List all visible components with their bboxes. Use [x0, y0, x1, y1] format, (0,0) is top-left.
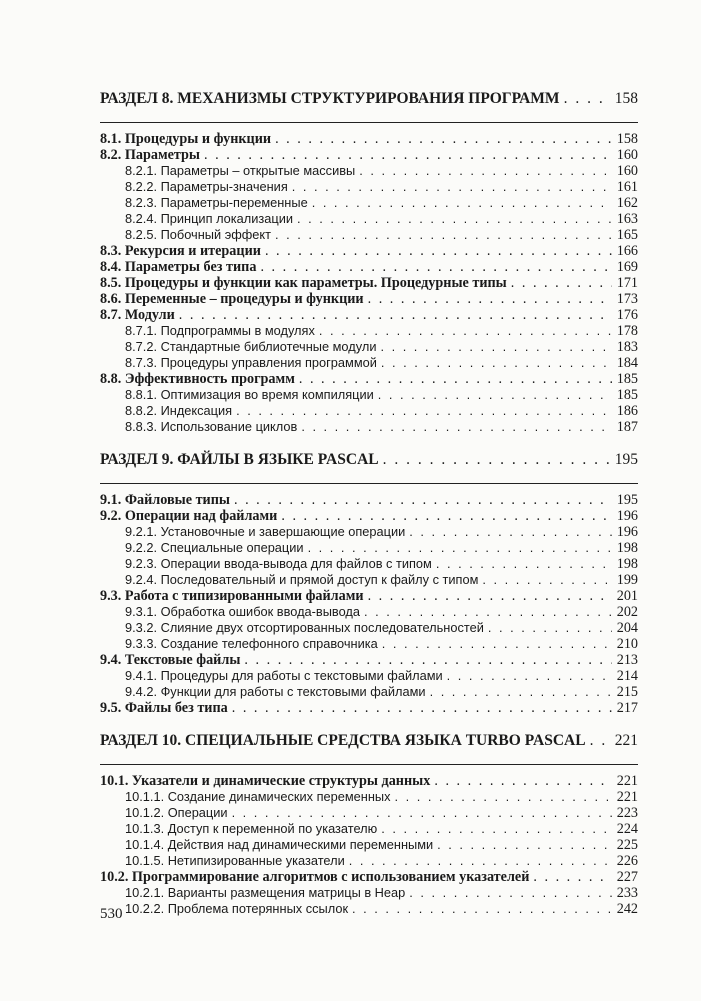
toc-entry[interactable] [100, 652, 638, 668]
dot-leader [381, 355, 612, 371]
toc-subentry-page: 226 [616, 853, 638, 869]
toc-entry-page: 201 [616, 588, 638, 604]
section-gap [100, 716, 638, 730]
toc-entry[interactable] [100, 147, 638, 163]
toc-subentry-text: 8.8.1. Оптимизация во время компиляции [125, 387, 374, 402]
section-heading [100, 88, 638, 123]
dot-leader [511, 275, 612, 291]
section-title[interactable] [100, 449, 638, 471]
section-heading [100, 730, 638, 765]
dot-leader [383, 449, 611, 471]
toc-subentry[interactable] [100, 339, 638, 355]
toc-entry-text: 8.5. Процедуры и функции как параметры. Процедурные типы [100, 275, 507, 291]
toc-entry-page: 227 [616, 869, 638, 885]
toc-subentry-page: 242 [616, 901, 638, 917]
dot-leader [368, 588, 612, 604]
toc-subentry-page: 224 [616, 821, 638, 837]
dot-leader [564, 88, 611, 110]
dot-leader [482, 572, 612, 588]
toc-entry-text: 8.6. Переменные – процедуры и функции [100, 291, 364, 307]
toc-subentry-text: 9.2.3. Операции ввода-вывода для файлов с типом [125, 556, 432, 571]
toc-subentry-page: 221 [616, 789, 638, 805]
dot-leader [301, 419, 612, 435]
toc-entry-page: 196 [616, 508, 638, 524]
toc-entry[interactable] [100, 291, 638, 307]
toc-subentry-page: 214 [616, 668, 638, 684]
toc-entry-page: 169 [616, 259, 638, 275]
toc-subentry[interactable] [100, 620, 638, 636]
toc-subentry[interactable] [100, 572, 638, 588]
toc-subentry[interactable] [100, 227, 638, 243]
dot-leader [281, 508, 612, 524]
toc-entry-text: 8.2. Параметры [100, 147, 201, 163]
toc-subentry[interactable] [100, 901, 638, 917]
toc-subentry-text: 9.3.3. Создание телефонного справочника [125, 636, 378, 651]
toc-entry-page: 217 [616, 700, 638, 716]
toc-subentry-page: 215 [616, 684, 638, 700]
toc-subentry-text: 9.4.2. Функции для работы с текстовыми файлами [125, 684, 426, 699]
toc-subentry-page: 198 [616, 540, 638, 556]
toc-subentry-page: 198 [616, 556, 638, 572]
dot-leader [319, 323, 612, 339]
toc-subentry-text: 9.4.1. Процедуры для работы с текстовыми файлами [125, 668, 443, 683]
toc-subentry[interactable] [100, 211, 638, 227]
dot-leader [382, 636, 612, 652]
toc-subentry[interactable] [100, 853, 638, 869]
toc-entry[interactable] [100, 773, 638, 789]
dot-leader [232, 805, 612, 821]
toc-subentry-text: 8.2.5. Побочный эффект [125, 227, 271, 242]
toc-subentry-text: 8.8.2. Индексация [125, 403, 233, 418]
dot-leader [297, 211, 612, 227]
dot-leader [436, 556, 612, 572]
section-title-text: РАЗДЕЛ 8. МЕХАНИЗМЫ СТРУКТУРИРОВАНИЯ ПРОГРАММ [100, 90, 560, 107]
toc-subentry[interactable] [100, 604, 638, 620]
dot-leader [308, 540, 612, 556]
toc-subentry-page: 165 [616, 227, 638, 243]
toc-subentry[interactable] [100, 195, 638, 211]
toc-subentry[interactable] [100, 636, 638, 652]
toc-entry-text: 8.8. Эффективность программ [100, 371, 295, 387]
section-title[interactable] [100, 730, 638, 752]
toc-entry-text: 8.1. Процедуры и функции [100, 131, 272, 147]
dot-leader [364, 604, 612, 620]
toc-entry-page: 185 [616, 371, 638, 387]
toc-subentry[interactable] [100, 684, 638, 700]
section-title-page: 158 [614, 90, 638, 107]
toc-subentry-text: 8.2.3. Параметры-переменные [125, 195, 308, 210]
toc-entry[interactable] [100, 869, 638, 885]
dot-leader [430, 684, 612, 700]
dot-leader [204, 147, 612, 163]
toc-subentry-page: 187 [616, 419, 638, 435]
toc-subentry-page: 161 [616, 179, 638, 195]
toc-entry[interactable] [100, 259, 638, 275]
toc-subentry[interactable] [100, 323, 638, 339]
toc-subentry-page: 199 [616, 572, 638, 588]
toc-subentry-text: 8.7.2. Стандартные библиотечные модули [125, 339, 377, 354]
toc-entry-text: 9.4. Текстовые файлы [100, 652, 241, 668]
toc-subentry[interactable] [100, 885, 638, 901]
section-title-text: РАЗДЕЛ 10. СПЕЦИАЛЬНЫЕ СРЕДСТВА ЯЗЫКА TURBO PASCAL [100, 732, 586, 749]
toc-subentry-text: 10.1.2. Операции [125, 805, 228, 820]
toc-subentry[interactable] [100, 179, 638, 195]
toc-subentry[interactable] [100, 524, 638, 540]
dot-leader [260, 259, 612, 275]
toc-subentry[interactable] [100, 355, 638, 371]
toc-subentry[interactable] [100, 163, 638, 179]
toc-subentry-page: 184 [616, 355, 638, 371]
dot-leader [380, 339, 612, 355]
toc-entry-text: 8.7. Модули [100, 307, 175, 323]
dot-leader [244, 652, 612, 668]
toc-entry[interactable] [100, 492, 638, 508]
toc-subentry-text: 10.1.4. Действия над динамическими переменными [125, 837, 434, 852]
page-number: 530 [100, 906, 123, 922]
toc-subentry-text: 9.3.2. Слияние двух отсортированных последовательностей [125, 620, 484, 635]
toc-subentry-page: 162 [616, 195, 638, 211]
dot-leader [275, 131, 612, 147]
toc-subentry-page: 186 [616, 403, 638, 419]
toc-entry-text: 9.2. Операции над файлами [100, 508, 278, 524]
dot-leader [349, 853, 612, 869]
toc-subentry-page: 160 [616, 163, 638, 179]
toc-subentry-page: 196 [616, 524, 638, 540]
dot-leader [352, 901, 612, 917]
dot-leader [359, 163, 612, 179]
toc-subentry-text: 8.7.1. Подпрограммы в модулях [125, 323, 315, 338]
dot-leader [275, 227, 612, 243]
toc-subentry[interactable] [100, 805, 638, 821]
dot-leader [409, 885, 612, 901]
toc-entry-page: 213 [616, 652, 638, 668]
toc-entry-page: 158 [616, 131, 638, 147]
section-heading [100, 449, 638, 484]
section-gap [100, 435, 638, 449]
toc-subentry-page: 233 [616, 885, 638, 901]
toc-entry-page: 166 [616, 243, 638, 259]
toc-subentry-text: 9.2.4. Последовательный и прямой доступ к файлу с типом [125, 572, 479, 587]
dot-leader [409, 524, 612, 540]
toc-subentry[interactable] [100, 540, 638, 556]
dot-leader [234, 492, 612, 508]
toc-entry[interactable] [100, 508, 638, 524]
toc-subentry-page: 178 [616, 323, 638, 339]
toc-entry-text: 10.1. Указатели и динамические структуры данных [100, 773, 431, 789]
toc-entry-page: 160 [616, 147, 638, 163]
toc-entry-text: 10.2. Программирование алгоритмов с использованием указателей [100, 869, 530, 885]
toc-subentry-text: 8.2.1. Параметры – открытые массивы [125, 163, 356, 178]
toc-subentry-text: 10.2.2. Проблема потерянных ссылок [125, 901, 349, 916]
toc-subentry-page: 163 [616, 211, 638, 227]
dot-leader [378, 387, 612, 403]
toc-subentry-page: 183 [616, 339, 638, 355]
toc-subentry[interactable] [100, 387, 638, 403]
toc-entry-page: 173 [616, 291, 638, 307]
toc-subentry-page: 202 [616, 604, 638, 620]
toc-entry-text: 9.3. Работа с типизированными файлами [100, 588, 364, 604]
toc-entry-page: 195 [616, 492, 638, 508]
toc-subentry[interactable] [100, 789, 638, 805]
table-of-contents [100, 88, 638, 917]
toc-subentry-text: 8.2.4. Принцип локализации [125, 211, 294, 226]
dot-leader [368, 291, 612, 307]
dot-leader [533, 869, 612, 885]
toc-entry[interactable] [100, 131, 638, 147]
toc-entry[interactable] [100, 307, 638, 323]
toc-entry[interactable] [100, 588, 638, 604]
section-title-page: 221 [614, 732, 638, 749]
toc-subentry-text: 10.1.3. Доступ к переменной по указателю [125, 821, 378, 836]
toc-subentry-text: 8.2.2. Параметры-значения [125, 179, 288, 194]
dot-leader [395, 789, 612, 805]
toc-subentry[interactable] [100, 556, 638, 572]
toc-subentry-page: 204 [616, 620, 638, 636]
toc-entry-page: 171 [616, 275, 638, 291]
toc-subentry[interactable] [100, 403, 638, 419]
section-title[interactable] [100, 88, 638, 110]
toc-subentry-text: 8.8.3. Использование циклов [125, 419, 298, 434]
toc-entry[interactable] [100, 275, 638, 291]
toc-entry-text: 8.3. Рекурсия и итерации [100, 243, 261, 259]
toc-subentry-text: 9.2.2. Специальные операции [125, 540, 304, 555]
toc-subentry-text: 10.1.1. Создание динамических переменных [125, 789, 391, 804]
dot-leader [437, 837, 612, 853]
toc-entry-text: 9.5. Файлы без типа [100, 700, 228, 716]
dot-leader [292, 179, 612, 195]
toc-subentry[interactable] [100, 821, 638, 837]
toc-subentry-page: 185 [616, 387, 638, 403]
toc-subentry-text: 10.2.1. Варианты размещения матрицы в Heap [125, 885, 406, 900]
dot-leader [299, 371, 612, 387]
dot-leader [179, 307, 612, 323]
toc-subentry[interactable] [100, 837, 638, 853]
dot-leader [312, 195, 612, 211]
section-title-page: 195 [614, 451, 638, 468]
toc-entry[interactable] [100, 243, 638, 259]
toc-subentry-text: 9.3.1. Обработка ошибок ввода-вывода [125, 604, 361, 619]
toc-entry-page: 221 [616, 773, 638, 789]
toc-subentry-text: 10.1.5. Нетипизированные указатели [125, 853, 345, 868]
toc-subentry-page: 210 [616, 636, 638, 652]
dot-leader [265, 243, 612, 259]
toc-subentry[interactable] [100, 419, 638, 435]
toc-subentry-page: 223 [616, 805, 638, 821]
dot-leader [232, 700, 612, 716]
toc-entry-text: 8.4. Параметры без типа [100, 259, 257, 275]
toc-subentry-text: 8.7.3. Процедуры управления программой [125, 355, 377, 370]
dot-leader [381, 821, 612, 837]
toc-subentry-page: 225 [616, 837, 638, 853]
toc-subentry[interactable] [100, 668, 638, 684]
dot-leader [434, 773, 612, 789]
toc-entry-page: 176 [616, 307, 638, 323]
toc-entry[interactable] [100, 700, 638, 716]
section-title-text: РАЗДЕЛ 9. ФАЙЛЫ В ЯЗЫКЕ PASCAL [100, 451, 379, 468]
toc-subentry-text: 9.2.1. Установочные и завершающие операции [125, 524, 406, 539]
toc-entry[interactable] [100, 371, 638, 387]
dot-leader [488, 620, 612, 636]
dot-leader [590, 730, 611, 752]
toc-entry-text: 9.1. Файловые типы [100, 492, 230, 508]
dot-leader [447, 668, 612, 684]
dot-leader [236, 403, 612, 419]
